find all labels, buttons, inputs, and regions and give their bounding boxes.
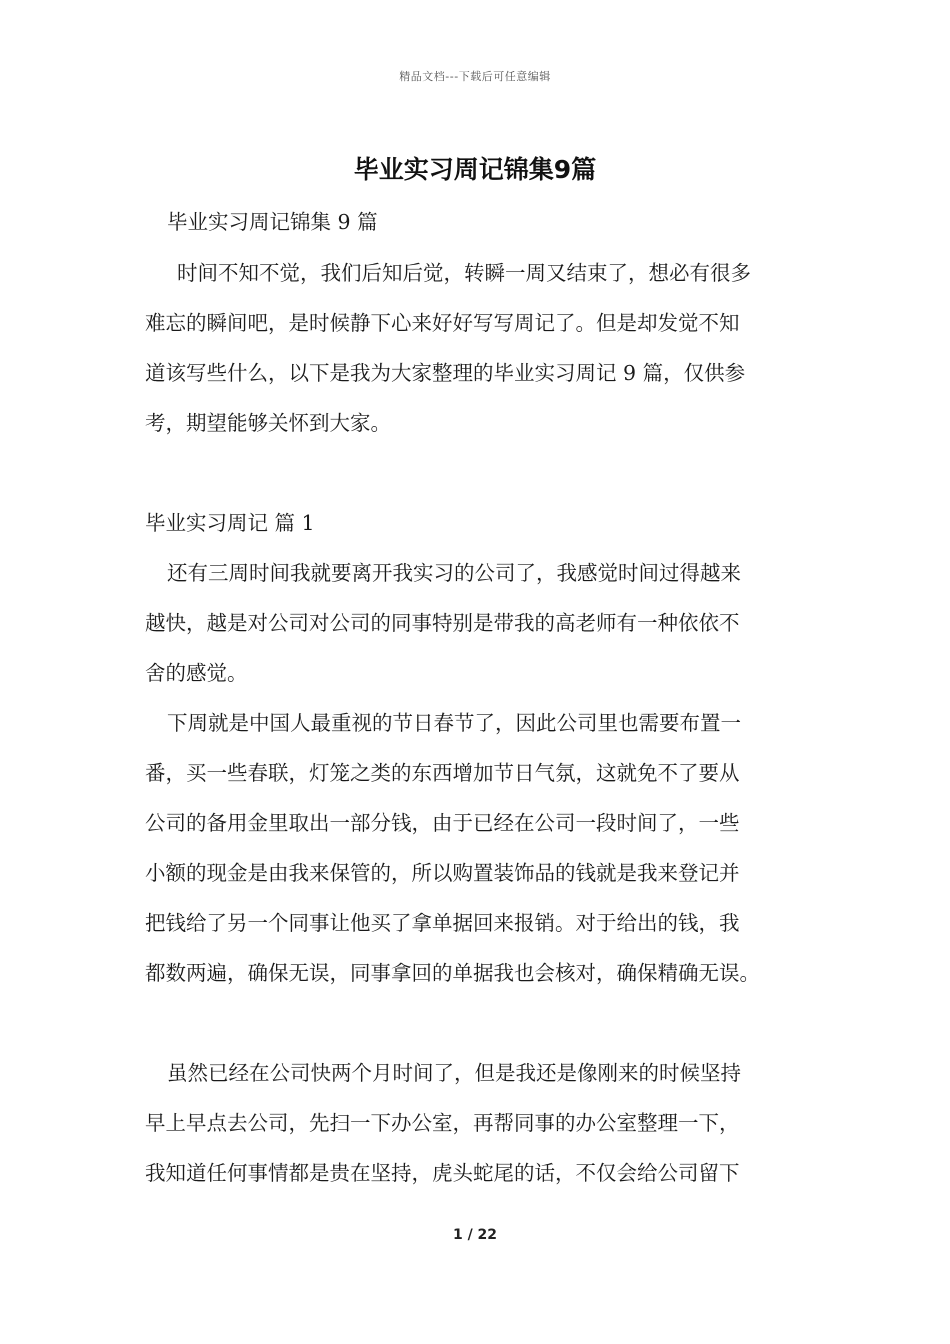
- paragraph-line: 小额的现金是由我来保管的，所以购置装饰品的钱就是我来登记并: [145, 861, 740, 885]
- intro-paragraph: [145, 248, 813, 448]
- intro-line: 考，期望能够关怀到大家。: [145, 411, 391, 435]
- paragraph-line: 虽然已经在公司快两个月时间了，但是我还是像刚来的时候坚持: [167, 1061, 741, 1085]
- header-note: 精品文档---下载后可任意编辑: [399, 70, 551, 83]
- paragraph-line: 早上早点去公司，先扫一下办公室，再帮同事的办公室整理一下，: [145, 1111, 740, 1135]
- document-body: [145, 196, 813, 1198]
- paragraph-line: 公司的备用金里取出一部分钱，由于已经在公司一段时间了，一些: [145, 811, 740, 835]
- section-heading: 毕业实习周记 篇 1: [145, 511, 315, 535]
- paragraph-line: 下周就是中国人最重视的节日春节了，因此公司里也需要布置一: [167, 711, 741, 735]
- document-title: 毕业实习周记锦集9篇: [353, 155, 597, 184]
- paragraph-2: [145, 698, 813, 998]
- paragraph-gap: [145, 448, 813, 498]
- paragraph-line: 还有三周时间我就要离开我实习的公司了，我感觉时间过得越来: [167, 561, 741, 585]
- paragraph-line: 越快，越是对公司对公司的同事特别是带我的高老师有一种依依不: [145, 611, 740, 635]
- paragraph-line: 都数两遍，确保无误，同事拿回的单据我也会核对，确保精确无误。: [145, 961, 760, 985]
- document-subtitle: 毕业实习周记锦集 9 篇: [167, 210, 378, 234]
- intro-line: 难忘的瞬间吧，是时候静下心来好好写写周记了。但是却发觉不知: [145, 311, 740, 335]
- paragraph-3: [145, 1048, 813, 1198]
- paragraph-line: 我知道任何事情都是贵在坚持，虎头蛇尾的话，不仅会给公司留下: [145, 1161, 740, 1185]
- intro-line: 时间不知不觉，我们后知后觉，转瞬一周又结束了，想必有很多: [177, 261, 751, 285]
- paragraph-line: 番，买一些春联，灯笼之类的东西增加节日气氛，这就免不了要从: [145, 761, 740, 785]
- paragraph-1: [145, 548, 813, 698]
- page-number: 1 / 22: [452, 1227, 498, 1243]
- paragraph-gap: [145, 998, 813, 1048]
- paragraph-line: 舍的感觉。: [145, 661, 248, 685]
- paragraph-line: 把钱给了另一个同事让他买了拿单据回来报销。对于给出的钱，我: [145, 911, 740, 935]
- intro-line: 道该写些什么，以下是我为大家整理的毕业实习周记 9 篇，仅供参: [145, 361, 746, 385]
